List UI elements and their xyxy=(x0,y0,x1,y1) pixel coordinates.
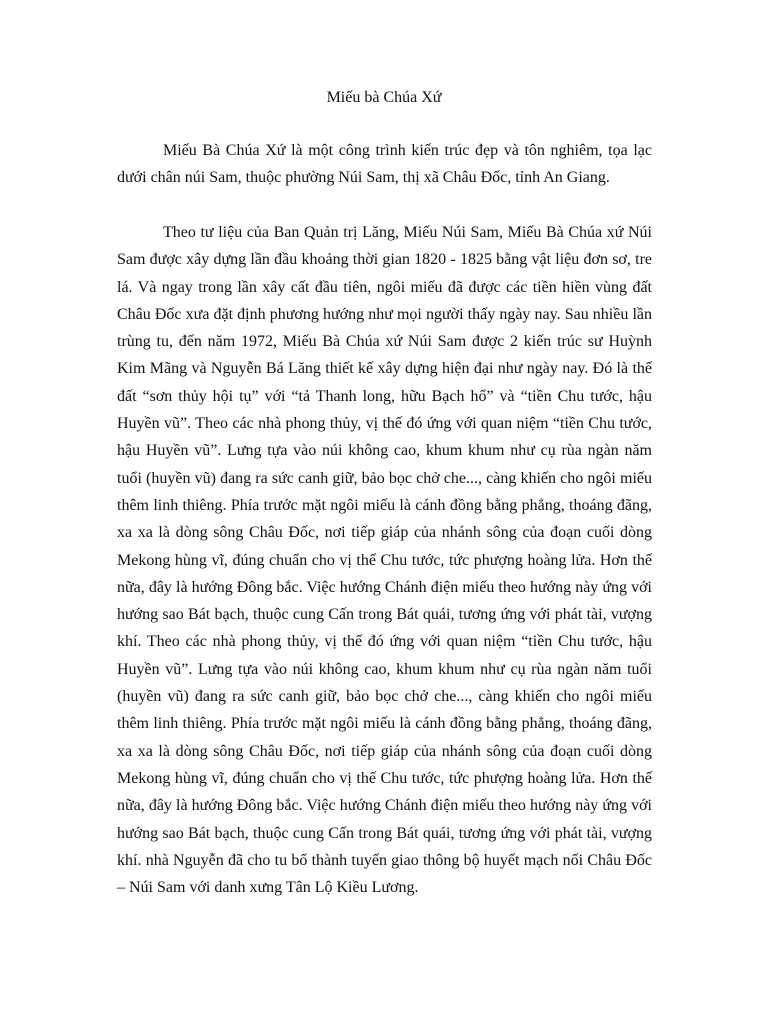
paragraph-history: Theo tư liệu của Ban Quản trị Lăng, Miếu Núi Sam, Miếu Bà Chúa xứ Núi Sam được xây dựng lần đầu khoảng thời gian 1820 - 1825 bằng vật liệu đơn sơ, tre lá. Và ngay trong lần xây cất đầu tiên, ngôi miếu đã được các tiền hiền vùng đất Châu Đốc xưa đặt định phương hướng như mọi người thấy ngày nay. Sau nhiều lần trùng tu, đến năm 1972, Miếu Bà Chúa xứ Núi Sam được 2 kiến trúc sư Huỳnh Kim Mãng và Nguyễn Bá Lăng thiết kế xây dựng hiện đại như ngày nay. Đó là thế đất “sơn thủy hội tụ” với “tả Thanh long, hữu Bạch hổ” và “tiền Chu tước, hậu Huyền vũ”. Theo các nhà phong thủy, vị thế đó ứng với quan niệm “tiền Chu tước, hậu Huyền vũ”. Lưng tựa vào núi không cao, khum khum như cụ rùa ngàn năm tuổi (huyền vũ) đang ra sức canh giữ, bảo bọc chở che..., càng khiến cho ngôi miếu thêm linh thiêng. Phía trước mặt ngôi miếu là cánh đồng bằng phẳng, thoáng đãng, xa xa là dòng sông Châu Đốc, nơi tiếp giáp của nhánh sông của đoạn cuối dòng Mekong hùng vĩ, đúng chuẩn cho vị thế Chu tước, tức phượng hoàng lửa. Hơn thế nữa, đây là hướng Đông bắc. Việc hướng Chánh điện miếu theo hướng này ứng với hướng sao Bát bạch, thuộc cung Cấn trong Bát quái, tương ứng với phát tài, vượng khí. Theo các nhà phong thủy, vị thế đó ứng với quan niệm “tiền Chu tước, hậu Huyền vũ”. Lưng tựa vào núi không cao, khum khum như cụ rùa ngàn năm tuổi (huyền vũ) đang ra sức canh giữ, bảo bọc chở che..., càng khiến cho ngôi miếu thêm linh thiêng. Phía trước mặt ngôi miếu là cánh đồng bằng phẳng, thoáng đãng, xa xa là dòng sông Châu Đốc, nơi tiếp giáp của nhánh sông của đoạn cuối dòng Mekong hùng vĩ, đúng chuẩn cho vị thế Chu tước, tức phượng hoàng lửa. Hơn thế nữa, đây là hướng Đông bắc. Việc hướng Chánh điện miếu theo hướng này ứng với hướng sao Bát bạch, thuộc cung Cấn trong Bát quái, tương ứng với phát tài, vượng khí. nhà Nguyễn đã cho tu bổ thành tuyến giao thông bộ huyết mạch nối Châu Đốc – Núi Sam với danh xưng Tân Lộ Kiều Lương. xyxy=(117,224,652,897)
document-title: Miếu bà Chúa Xứ xyxy=(326,89,442,106)
paragraph-intro: Miếu Bà Chúa Xứ là một công trình kiến trúc đẹp và tôn nghiêm, tọa lạc dưới chân núi Sam, thuộc phường Núi Sam, thị xã Châu Đốc, tỉnh An Giang. xyxy=(117,142,652,187)
